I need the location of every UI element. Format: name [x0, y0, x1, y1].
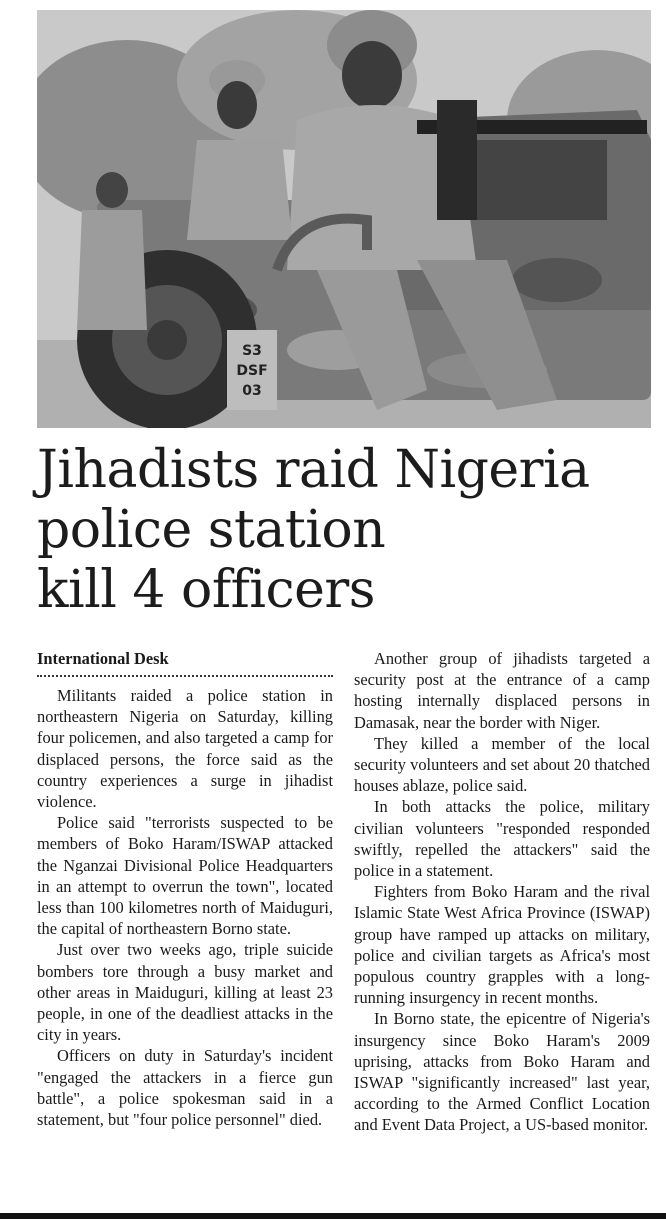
- paragraph: In both attacks the police, military civilian volunteers "responded responded swiftly, repelled the attackers" said the police in a statement.: [354, 797, 650, 881]
- paragraph: In Borno state, the epicentre of Nigeria's insurgency since Boko Haram's 2009 uprising, attacks from Boko Haram and ISWAP "significantly increased" last year, according to the Armed Conflict Location and Event Data Project, a US-based monitor.: [354, 1009, 650, 1135]
- vehicle-marking-2: DSF: [236, 363, 268, 379]
- paragraph: Militants raided a police station in northeastern Nigeria on Saturday, killing four policemen, and also targeted a camp for displaced persons, the force said as the country experiences a surge in jihadist violence.: [37, 686, 333, 812]
- paragraph: Another group of jihadists targeted a security post at the entrance of a camp hosting internally displaced persons in Damasak, near the border with Niger.: [354, 649, 650, 732]
- paragraph: Officers on duty in Saturday's incident "engaged the attackers in a fierce gun battle", a police spokesman said in a statement, but "four police personnel" died.: [37, 1046, 333, 1130]
- headline-line-3: kill 4 officers: [37, 560, 375, 620]
- paragraph: They killed a member of the local security volunteers and set about 20 thatched houses ablaze, police said.: [354, 733, 650, 796]
- headline-line-1: Jihadists raid Nigeria: [37, 440, 590, 500]
- headline: [37, 440, 657, 620]
- headline-line-2: police station: [37, 500, 386, 560]
- paragraph: Fighters from Boko Haram and the rival Islamic State West Africa Province (ISWAP) group have ramped up attacks on military, police and civilian targets as Africa's most populous country grapples with a long-running insurgency in recent months.: [354, 882, 650, 1008]
- article-column-right: [354, 648, 650, 1136]
- page-bottom-rule: [0, 1213, 666, 1219]
- paragraph: Police said "terrorists suspected to be members of Boko Haram/ISWAP attacked the Nganzai Divisional Police Headquarters in an attempt to overrun the town", located less than 100 kilometres north of Maiduguri, the capital of northeastern Borno state.: [37, 813, 333, 939]
- paragraph: Just over two weeks ago, triple suicide bombers tore through a busy market and other areas in Maiduguri, killing at least 23 people, in one of the deadliest attacks in the city in years.: [37, 940, 333, 1045]
- soldiers-truck-illustration: [37, 10, 651, 428]
- vehicle-marking-3: 03: [242, 383, 262, 399]
- byline: International Desk: [37, 648, 333, 677]
- vehicle-marking-1: S3: [242, 343, 262, 359]
- news-photo: [37, 10, 651, 428]
- article-column-left: [37, 648, 333, 1130]
